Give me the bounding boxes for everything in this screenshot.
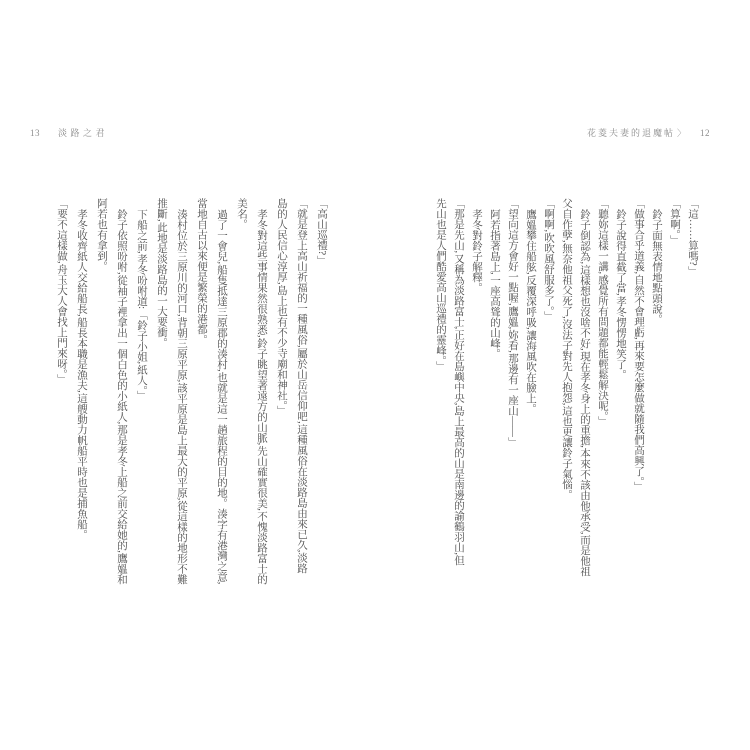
text-column: 「高山巡禮?」: [316, 198, 327, 266]
text-column: 「做事合乎道義,自然不會理虧,再來要怎麼做就隨我們高興了。」: [633, 198, 644, 492]
text-column: 「算啊。」: [669, 198, 680, 246]
text-column: 鈴子倒認為,這樣想也沒啥不好,現在孝冬身上的重擔,本來不該由他承受,而是他祖: [579, 208, 590, 576]
right-page-header: [587, 126, 710, 139]
text-column: 美名。: [236, 198, 247, 230]
left-page-header: [30, 126, 108, 139]
text-column: 孝冬對鈴子解釋。: [471, 208, 482, 293]
text-column: 孝冬對這些事情果然很熟悉,鈴子眺望著遠方的山脈,先山確實很美,不愧淡路富士的: [256, 208, 267, 584]
left-page-number: 13: [30, 128, 40, 138]
text-column: 下船之前,孝冬吩咐道:「鈴子小姐,紙人。」: [136, 208, 147, 401]
text-column: 先山也是人們酷愛高山巡禮的靈峰。」: [435, 198, 446, 372]
text-column: 推斷,此地是淡路島的一大要衝。: [156, 198, 167, 348]
text-column: 鈴子面無表情地點頭說。: [651, 208, 662, 324]
left-page-body: [51, 198, 331, 622]
text-column: 鈴子依照吩咐,從袖子裡拿出一個白色的小紙人,那是孝冬上船之前交給她的,鷹媼和: [116, 208, 127, 584]
right-page-body: [431, 198, 701, 622]
text-column: 鈴子說得直截了當,孝冬愣愣地笑了。: [615, 208, 626, 380]
text-column: 「那是先山,又稱為淡路富士,正好在島嶼中央,島上最高的山是南邊的諭鶴羽山,但: [453, 198, 464, 566]
text-column: 當地自古以來便是繁榮的港都。: [196, 198, 207, 345]
book-title: 花菱夫妻的退魔帖: [586, 128, 675, 138]
text-column: 「要不這樣做,舟玉大人會找上門來呀。」: [56, 198, 67, 385]
text-column: 孝冬收齊紙人交給船長,船長本職是漁夫,這艘動力帆船平時也是捕魚船。: [76, 208, 87, 540]
text-column: 「啊啊,吹吹風舒服多了。」: [543, 198, 554, 322]
right-page-number: 12: [700, 128, 710, 138]
text-column: 阿若指著島上,一座高聳的山峰。: [489, 208, 500, 359]
text-column: 過了一會兒,船隻抵達三原郡的湊村,也就是這一趟旅程的目的地。湊字有港灣之意,: [216, 208, 227, 584]
text-column: 「就是登上高山祈福的一種風俗,屬於山岳信仰吧,這種風俗在淡路島由來已久,淡路: [296, 198, 307, 574]
text-column: 「聽妳這樣一講,感覺所有問題都能輕鬆解決呢。」: [597, 198, 608, 427]
text-column: 「望向這方會好一點喔,鷹媼,妳看,那邊有一座山——」: [507, 198, 518, 448]
text-column: 湊村位於三原川的河口,背朝三原平原,該平原是島上最大的平原,從這樣的地形不難: [176, 208, 187, 584]
text-column: 島的人民信心淳厚,島上也有不少寺廟和神社。」: [276, 198, 287, 416]
text-column: 父自作孽,無奈他祖父死了,沒法子對先人抱怨,這也更讓鈴子氣惱。: [561, 198, 572, 500]
text-column: 阿若也有拿到。: [96, 198, 107, 272]
text-column: 「這……算嗎?」: [687, 198, 698, 277]
text-column: 鷹媼攀住船舷,反覆深呼吸,讓海風吹在臉上。: [525, 208, 536, 414]
header-separator: 〉: [676, 128, 686, 138]
chapter-title: 淡路之君: [58, 128, 109, 138]
